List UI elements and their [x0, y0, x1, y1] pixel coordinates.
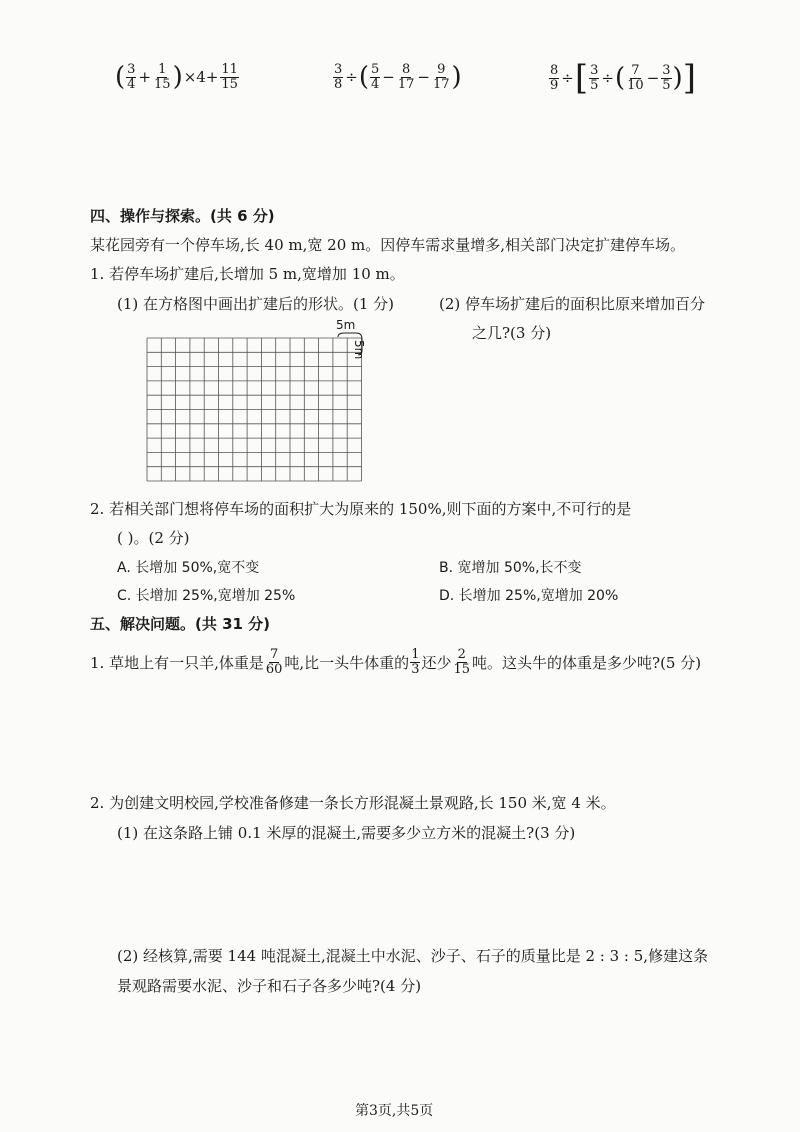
option-a: A. 长增加 50%,宽不变	[117, 560, 260, 576]
fraction: $\frac{5}{4}$	[371, 61, 380, 92]
fraction: $\frac{7}{10}$	[627, 62, 644, 93]
brace-marks	[336, 331, 366, 360]
section-4-intro: 某花园旁有一个停车场,长 40 m,宽 20 m。因停车需求量增多,相关部门决定扩建停车场。	[90, 236, 686, 254]
fraction: $\frac{1}{15}$	[154, 61, 171, 92]
fraction: $\frac{8}{9}$	[550, 62, 559, 93]
grid-label-top: 5m	[336, 318, 356, 332]
fraction: $\frac{2}{15}$	[453, 647, 471, 677]
question-5-2-1: (1) 在这条路上铺 0.1 米厚的混凝土,需要多少立方米的混凝土?(3 分)	[117, 824, 576, 842]
fraction: $\frac{3}{4}$	[127, 61, 136, 92]
expression-1: ( $\frac{3}{4}$ + $\frac{1}{15}$ ) ×4+ $\frac{11}{15}$	[115, 61, 238, 92]
option-b: B. 宽增加 50%,长不变	[439, 560, 582, 576]
fraction: $\frac{8}{17}$	[397, 61, 415, 92]
question-5-1: 1. 草地上有一只羊,体重是 $\frac{7}{60}$ 吨,比一头牛体重的 $\frac{1}{3}$ 还少 $\frac{2}{15}$ 吨。这头牛的体重是多少吨?(5 分)	[90, 647, 702, 677]
question-5-2-2-cont: 景观路需要水泥、沙子和石子各多少吨?(4 分)	[117, 977, 422, 995]
question-4-1: 1. 若停车场扩建后,长增加 5 m,宽增加 10 m。	[90, 265, 405, 283]
fraction: $\frac{9}{17}$	[433, 61, 450, 92]
fraction: $\frac{1}{3}$	[411, 647, 420, 677]
fraction: $\frac{11}{15}$	[221, 61, 238, 92]
fraction: $\frac{7}{60}$	[265, 647, 283, 677]
section-4-title: 四、操作与探索。(共 6 分)	[90, 207, 275, 225]
question-4-2: 2. 若相关部门想将停车场的面积扩大为原来的 150%,则下面的方案中,不可行的是	[90, 500, 632, 518]
section-5-title: 五、解决问题。(共 31 分)	[90, 615, 271, 633]
grid-label-right: 5m	[352, 340, 366, 360]
option-d: D. 长增加 25%,宽增加 20%	[439, 588, 619, 604]
expression-2: $\frac{3}{8}$ ÷ ( $\frac{5}{4}$ − $\frac{8}{17}$ − $\frac{9}{17}$ )	[334, 61, 462, 92]
question-5-2: 2. 为创建文明校园,学校准备修建一条长方形混凝土景观路,长 150 米,宽 4 米。	[90, 794, 616, 812]
page-footer: 第3页,共5页	[355, 1103, 434, 1119]
question-4-1-2: (2) 停车场扩建后的面积比原来增加百分	[439, 295, 706, 313]
question-4-2-blank: ( )。(2 分)	[117, 529, 190, 547]
option-c: C. 长增加 25%,宽增加 25%	[117, 588, 296, 604]
question-4-1-1: (1) 在方格图中画出扩建后的形状。(1 分)	[117, 295, 395, 313]
fraction: $\frac{3}{8}$	[334, 61, 343, 92]
square-grid[interactable]	[146, 337, 376, 482]
expression-3: $\frac{8}{9}$ ÷ [ $\frac{3}{5}$ ÷ ( $\frac{7}{10}$ − $\frac{3}{5}$ ) ]	[550, 58, 696, 98]
fraction: $\frac{3}{5}$	[662, 62, 671, 93]
question-4-1-2-cont: 之几?(3 分)	[472, 324, 552, 342]
question-5-2-2: (2) 经核算,需要 144 吨混凝土,混凝土中水泥、沙子、石子的质量比是 2 : 3 : 5,修建这条	[117, 947, 709, 965]
fraction: $\frac{3}{5}$	[590, 62, 599, 93]
